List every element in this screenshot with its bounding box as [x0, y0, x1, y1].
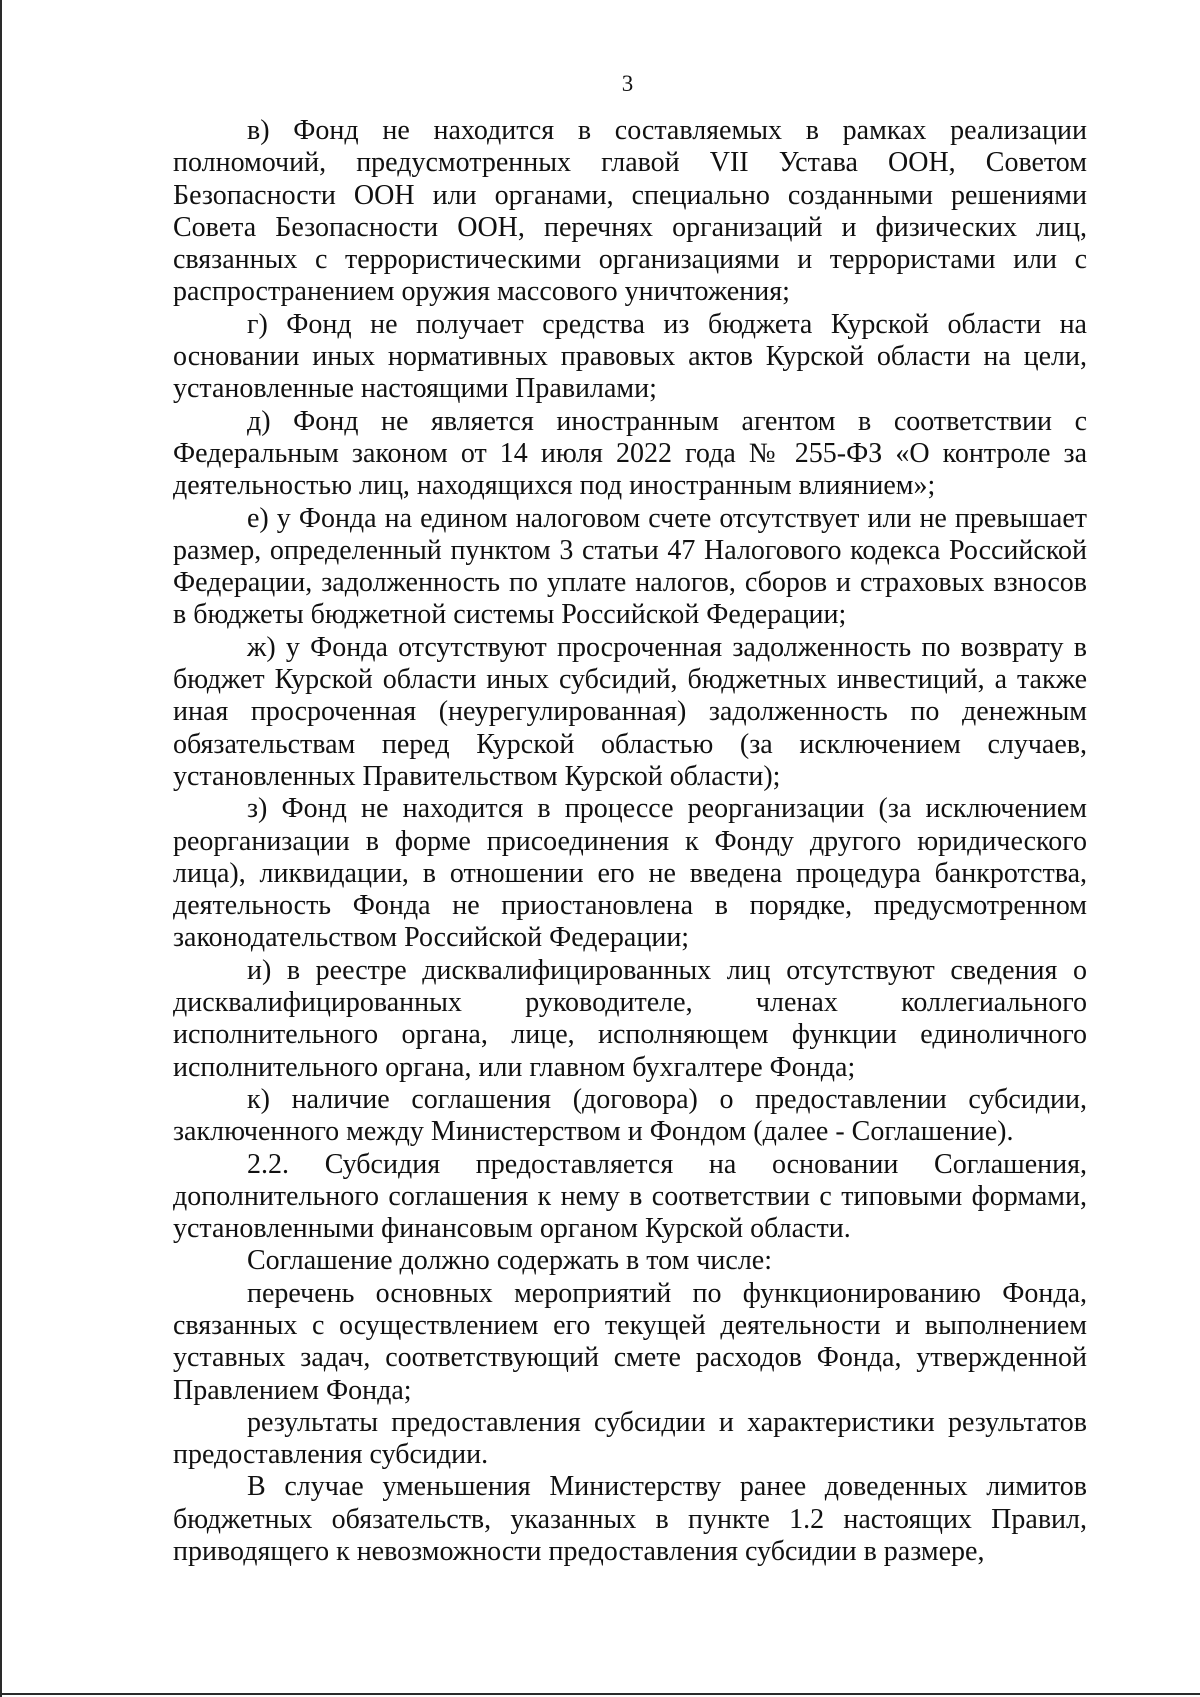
document-body [173, 115, 1087, 1568]
page-left-edge [0, 0, 2, 1697]
paragraph-z-reorganization: з) Фонд не находится в процессе реорганизации (за исключением реорганизации в форме присоединения к Фонду другого юридического лица), ликвидации, в отношении его не введена процедура банкротства, деятельность Фонда не приостановлена в порядке, предусмотренном законодательством Российской Федерации; [173, 793, 1087, 954]
paragraph-limits-reduction: В случае уменьшения Министерству ранее доведенных лимитов бюджетных обязательств, указанных в пункте 1.2 настоящих Правил, приводящего к невозможности предоставления субсидии в размере, [173, 1471, 1087, 1568]
page-bottom-edge [0, 1693, 1200, 1695]
paragraph-2-2-subsidy-basis: 2.2. Субсидия предоставляется на основании Соглашения, дополнительного соглашения к нему в соответствии с типовыми формами, установленными финансовым органом Курской области. [173, 1148, 1087, 1245]
paragraph-v-not-in-un-lists: в) Фонд не находится в составляемых в рамках реализации полномочий, предусмотренных главой VII Устава ООН, Советом Безопасности ООН или органами, специально созданными решениями Совета Безопасности ООН, перечнях организаций и физических лиц, связанных с террористическими организациями и террористами или с распространением оружия массового уничтожения; [173, 115, 1087, 308]
paragraph-zh-overdue-debt: ж) у Фонда отсутствуют просроченная задолженность по возврату в бюджет Курской области иных субсидий, бюджетных инвестиций, а также иная просроченная (неурегулированная) задолженность по денежным обязательствам перед Курской областью (за исключением случаев, установленных Правительством Курской области); [173, 631, 1087, 792]
paragraph-subsidy-results: результаты предоставления субсидии и характеристики результатов предоставления субсидии. [173, 1406, 1087, 1471]
paragraph-g-no-other-funds: г) Фонд не получает средства из бюджета Курской области на основании иных нормативных правовых актов Курской области на цели, установленные настоящими Правилами; [173, 308, 1087, 405]
paragraph-e-tax-debt: е) у Фонда на едином налоговом счете отсутствует или не превышает размер, определенный пунктом 3 статьи 47 Налогового кодекса Российской Федерации, задолженность по уплате налогов, сборов и страховых взносов в бюджеты бюджетной системы Российской Федерации; [173, 502, 1087, 631]
paragraph-d-not-foreign-agent: д) Фонд не является иностранным агентом в соответствии с Федеральным законом от 14 июля 2022 года № 255-ФЗ «О контроле за деятельностью лиц, находящихся под иностранным влиянием»; [173, 405, 1087, 502]
paragraph-k-agreement: к) наличие соглашения (договора) о предоставлении субсидии, заключенного между Министерством и Фондом (далее - Соглашение). [173, 1083, 1087, 1148]
paragraph-activities-list: перечень основных мероприятий по функционированию Фонда, связанных с осуществлением его текущей деятельности и выполнением уставных задач, соответствующий смете расходов Фонда, утвержденной Правлением Фонда; [173, 1277, 1087, 1406]
paragraph-agreement-contents-intro: Соглашение должно содержать в том числе: [247, 1245, 772, 1277]
page-number: 3 [621, 71, 634, 96]
paragraph-i-disqualified-persons: и) в реестре дисквалифицированных лиц отсутствуют сведения о дисквалифицированных руководителе, членах коллегиального исполнительного органа, лице, исполняющем функции единоличного исполнительного органа, или главном бухгалтере Фонда; [173, 954, 1087, 1083]
